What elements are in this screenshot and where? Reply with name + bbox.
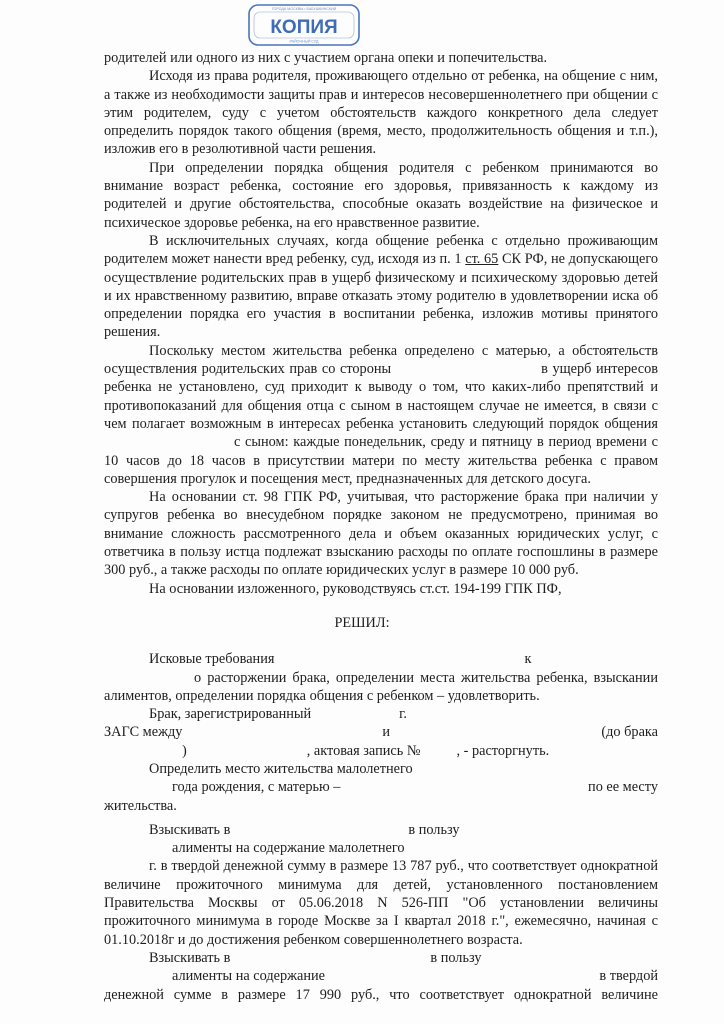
decision-alimony-1-body: г. в твердой денежной сумму в размере 13 787 руб., что соответствует однократной величине прожиточного минимума для детей, установленного постановлением Правительства Москвы от 05.06.2018 N 526-ПП "Об установлении величины прожиточного минимума в городе Москве за I квартал 2018 г.", ежемесячно, начиная с 01.10.2018г и до достижения ребенком совершеннолетнего возраста. bbox=[104, 858, 658, 948]
decision-residence bbox=[104, 760, 658, 778]
decision-claims bbox=[104, 650, 658, 668]
decision-alimony-1 bbox=[104, 821, 658, 839]
d2-text-a: Брак, зарегистрированный bbox=[149, 706, 312, 723]
p4-text-b: в ущерб интересов ребенка не установлено, суд приходит к выводу о том, что каких-либо препятствий и противопоказаний для общения отца с сыном в настоящем случае не имеется, в связи с чем полагает возможным в интересах ребенка установить следующий порядок общения bbox=[104, 361, 658, 432]
d2-text-c: ЗАГС между bbox=[104, 724, 183, 741]
decision-residence-line3: жительства. bbox=[104, 797, 177, 814]
p3-text-b: СК РФ, не допускающего осуществление родительских прав в ущерб физическому и психическому здоровью детей и их нравственному развитию, вправе отказать этому родителю в удовлетворении иска об определении порядка его участия в воспитании ребенка, изложив мотивы принятого решения. bbox=[104, 251, 658, 341]
decision-heading: РЕШИЛ: bbox=[334, 614, 390, 631]
decision-divorce-line2 bbox=[104, 723, 658, 741]
decision-residence-line2 bbox=[104, 778, 658, 796]
stamp-ring-text-top: ГОРОДА МОСКВЫ • БАБУШКИНСКИЙ bbox=[271, 7, 337, 12]
d4-text-c: алименты на содержание малолетнего bbox=[172, 840, 405, 857]
p4-text-c: с сыном: каждые понедельник, среду и пятницу в период времени с 10 часов до 18 часов в присутствии матери по месту жительства ребенка с правом совершения прогулок и посещения мест, предназначенных для детского досуга. bbox=[104, 434, 658, 487]
paragraph-considerations: При определении порядка общения родителя с ребенком принимаются во внимание возраст ребенка, состояние его здоровья, привязанность к каждому из родителей и другие обстоятельства, способные оказать воздействие на физическое и психическое здоровье ребенка, на его нравственное развитие. bbox=[104, 159, 658, 231]
stamp-ring-text-bottom: РАЙОННЫЙ СУД bbox=[289, 39, 319, 44]
decision-alimony-2-line2 bbox=[104, 967, 658, 985]
paragraph-guardianship: родителей или одного из них с участием органа опеки и попечительства. bbox=[104, 50, 548, 66]
d2-text-h: , - расторгнуть. bbox=[456, 742, 550, 759]
paragraph-parent-rights: Исходя из права родителя, проживающего отдельно от ребенка, на общение с ним, а также из необходимости защиты прав и интересов несовершеннолетнего при общении с этим родителем, суду с учетом обстоятельств каждого конкретного дела следует определить порядок такого общения (время, место, продолжительность общения и т.п.), изложив его в резолютивной части решения. bbox=[104, 68, 658, 158]
d2-text-d: и bbox=[382, 724, 391, 741]
decision-alimony-2-line3: денежной сумме в размере 17 990 руб., что соответствует однократной величине bbox=[104, 986, 658, 1003]
paragraph-costs: На основании ст. 98 ГПК РФ, учитывая, что расторжение брака при наличии у супругов ребенка во внесудебном порядке законом не предусмотрено, принимая во внимание сложность рассмотренного дела и объем оказанных юридических услуг, с ответчика в пользу истца подлежат взысканию расходы по оплате госпошлины в размере 300 руб., а также расходы по оплате юридических услуг в размере 10 000 руб. bbox=[104, 489, 658, 579]
d3-text-b: года рождения, с матерью – bbox=[172, 779, 341, 796]
d4-text-a: Взыскивать в bbox=[149, 821, 231, 838]
d2-text-f: ) bbox=[182, 742, 187, 759]
d5-text-d: в твердой bbox=[599, 968, 658, 985]
d3-text-c: по ее месту bbox=[588, 779, 658, 796]
decision-divorce bbox=[104, 705, 658, 723]
d5-text-a: Взыскивать в bbox=[149, 949, 231, 966]
d4-text-b: в пользу bbox=[408, 821, 460, 838]
d2-text-g: , актовая запись № bbox=[306, 742, 421, 759]
d5-text-b: в пользу bbox=[430, 949, 482, 966]
d2-text-b: г. bbox=[399, 706, 407, 723]
kopiya-stamp bbox=[246, 2, 362, 48]
reasoning-section bbox=[104, 49, 658, 598]
paragraph-residence bbox=[104, 342, 658, 488]
stamp-graphic bbox=[246, 2, 362, 48]
stamp-row bbox=[0, 0, 724, 49]
d2-text-e: (до брака bbox=[601, 724, 658, 741]
paragraph-grounds: На основании изложенного, руководствуясь ст.ст. 194-199 ГПК ПФ, bbox=[149, 580, 562, 597]
decision-alimony-1-line2 bbox=[104, 839, 658, 857]
decision-divorce-line3 bbox=[104, 742, 658, 760]
p3-text-a: В исключительных случаях, когда общение ребенка с отдельно проживающим родителем может нанести вред ребенку, суд, исходя из п. 1 bbox=[104, 232, 658, 268]
decision-claims-body: о расторжении брака, определении места жительства ребенка, взыскании алиментов, определении порядка общения с ребенком – удовлетворить. bbox=[104, 669, 658, 704]
stamp-main-text: КОПИЯ bbox=[270, 17, 338, 38]
d1-text-b: к bbox=[524, 651, 532, 668]
decision-alimony-2 bbox=[104, 949, 658, 967]
decision-section bbox=[104, 650, 658, 1004]
d3-text-a: Определить место жительства малолетнего bbox=[149, 760, 413, 777]
d1-text-a: Исковые требования bbox=[149, 651, 275, 668]
d5-text-c: алименты на содержание bbox=[172, 968, 326, 985]
p4-text-a: Поскольку местом жительства ребенка определено с матерью, а обстоятельств осуществления родительских прав со стороны bbox=[104, 342, 658, 378]
paragraph-exceptional-cases bbox=[104, 232, 658, 342]
article-65-link[interactable]: ст. 65 bbox=[465, 251, 499, 268]
